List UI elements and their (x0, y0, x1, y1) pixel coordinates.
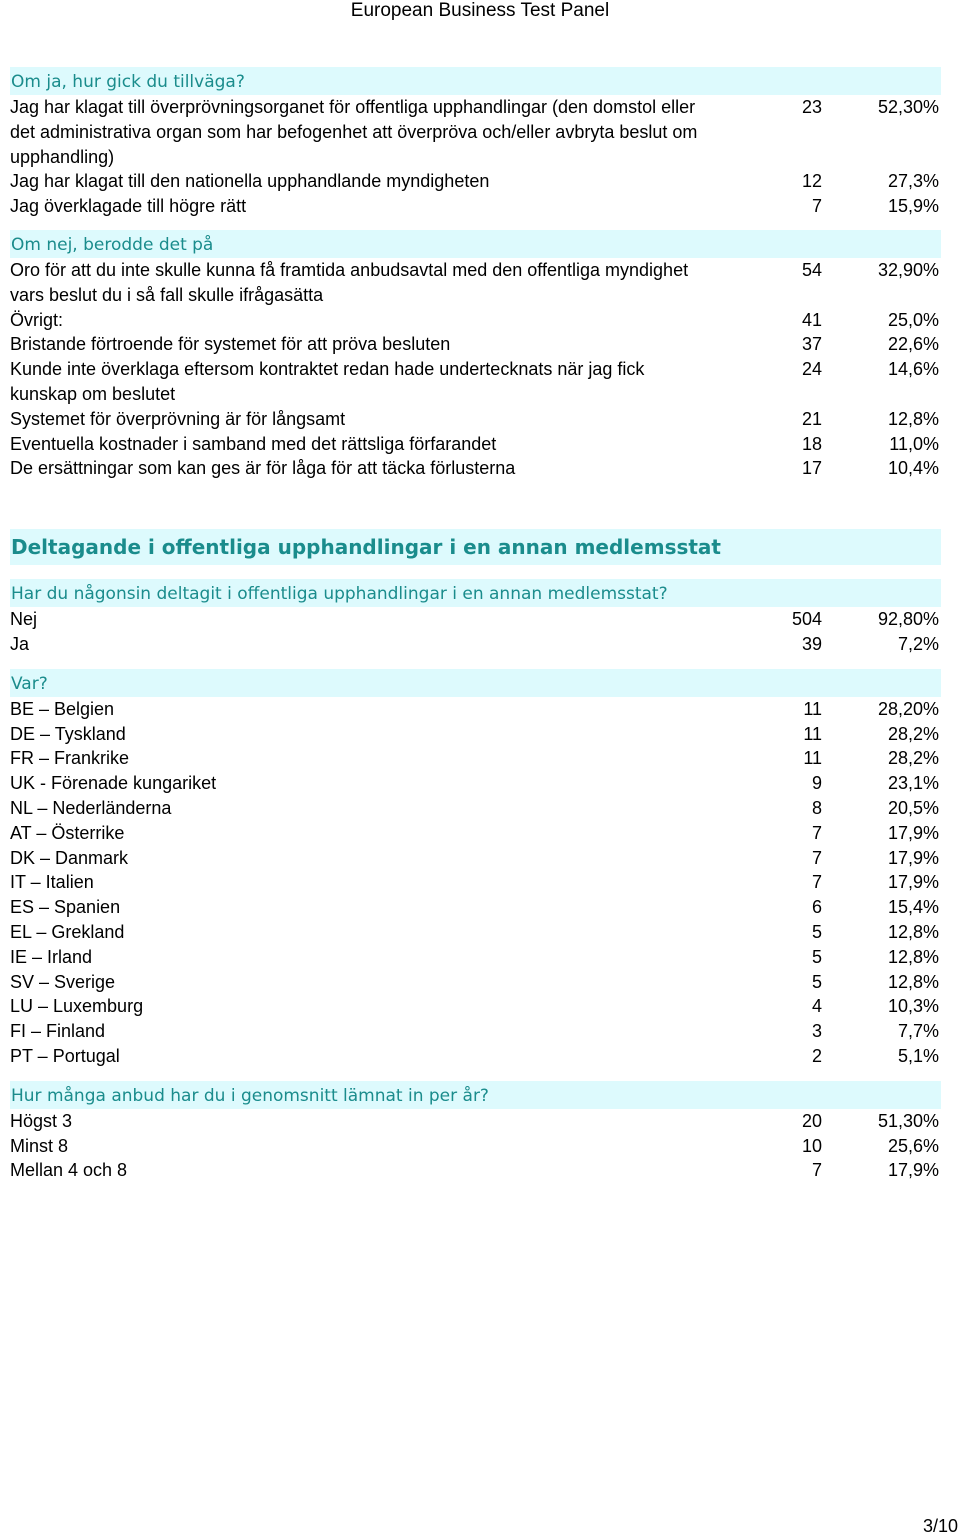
answer-label: PT – Portugal (10, 1045, 120, 1066)
answer-percentage: 17,9% (887, 872, 939, 893)
answer-percentage: 23,1% (887, 773, 939, 794)
answer-label: Oro för att du inte skulle kunna få framtida anbudsavtal med den offentliga myndighet vars beslut du i så fall skulle ifrågasätta (10, 259, 689, 305)
answer-row (10, 432, 941, 457)
answer-percentage: 7,7% (897, 1021, 939, 1042)
answer-count: 11 (803, 748, 822, 769)
answer-percentage: 25,6% (887, 1135, 939, 1156)
page-number: 3/10 (922, 1516, 958, 1536)
answer-row (10, 1109, 941, 1134)
answer-label: Minst 8 (10, 1135, 69, 1156)
answer-row (10, 746, 941, 771)
answer-count: 6 (811, 897, 822, 918)
answer-row (10, 945, 941, 970)
answer-percentage: 52,30% (877, 97, 939, 117)
answer-row (10, 308, 941, 333)
answer-count: 20 (801, 1110, 822, 1131)
answer-row (10, 332, 941, 357)
answer-percentage: 12,8% (887, 921, 939, 942)
answer-percentage: 20,5% (887, 797, 939, 818)
question-header: Har du någonsin deltagit i offentliga upphandlingar i en annan medlemsstat? (10, 579, 941, 607)
answer-percentage: 12,8% (887, 946, 939, 967)
answer-percentage: 28,2% (887, 748, 939, 769)
answer-count: 8 (811, 797, 822, 818)
answer-row (10, 407, 941, 432)
answer-percentage: 11,0% (889, 433, 939, 454)
answer-percentage: 28,2% (887, 723, 939, 744)
answer-label: UK - Förenade kungariket (10, 773, 217, 794)
answer-count: 7 (811, 847, 822, 868)
answer-row (10, 920, 941, 945)
answer-row (10, 607, 941, 632)
answer-percentage: 5,1% (897, 1045, 939, 1066)
answer-label: ES – Spanien (10, 897, 121, 918)
answer-count: 41 (801, 309, 822, 330)
answer-label: BE – Belgien (10, 698, 115, 719)
answer-percentage: 12,8% (887, 408, 939, 429)
answer-count: 5 (811, 971, 822, 992)
answer-label: EL – Grekland (10, 921, 125, 942)
answer-percentage: 22,6% (887, 334, 939, 355)
answer-row (10, 456, 941, 481)
answer-count: 23 (801, 97, 822, 117)
question-header: Var? (10, 669, 941, 697)
answer-percentage: 92,80% (877, 609, 939, 630)
answer-list (10, 258, 941, 481)
answer-label: Bristande förtroende för systemet för att pröva besluten (10, 334, 451, 355)
answer-list (10, 607, 941, 657)
answer-count: 7 (811, 822, 822, 843)
answer-label: Övrigt: (10, 309, 64, 330)
answer-row (10, 1134, 941, 1159)
answer-list (10, 95, 941, 219)
answer-row (10, 796, 941, 821)
answer-label: AT – Österrike (10, 822, 125, 843)
answer-count: 11 (803, 723, 822, 744)
answer-row (10, 95, 941, 169)
answer-percentage: 15,9% (887, 196, 939, 217)
answer-label: Nej (10, 609, 38, 630)
answer-row (10, 194, 941, 219)
answer-percentage: 17,9% (887, 1160, 939, 1181)
answer-label: Kunde inte överklaga eftersom kontraktet redan hade undertecknats när jag fick kunskap om beslutet (10, 359, 645, 404)
question-header: Om ja, hur gick du tillväga? (10, 67, 941, 95)
question-header: Hur många anbud har du i genomsnitt lämnat in per år? (10, 1081, 941, 1109)
answer-count: 5 (811, 921, 822, 942)
answer-row (10, 1019, 941, 1044)
answer-list (10, 697, 941, 1069)
answer-count: 37 (801, 334, 822, 355)
answer-label: De ersättningar som kan ges är för låga för att täcka förlusterna (10, 458, 516, 479)
answer-label: FR – Frankrike (10, 748, 130, 769)
answer-count: 21 (801, 408, 822, 429)
answer-label: IE – Irland (10, 946, 93, 967)
answer-label: DE – Tyskland (10, 723, 126, 744)
answer-count: 10 (801, 1135, 822, 1156)
answer-row (10, 1044, 941, 1069)
answer-row (10, 821, 941, 846)
answer-count: 5 (811, 946, 822, 967)
page-header-title: European Business Test Panel (350, 0, 610, 21)
answer-count: 18 (801, 433, 822, 454)
answer-label: Jag överklagade till högre rätt (10, 196, 247, 217)
answer-row (10, 970, 941, 995)
answer-count: 9 (811, 773, 822, 794)
answer-percentage: 25,0% (887, 309, 939, 330)
answer-label: DK – Danmark (10, 847, 129, 868)
answer-count: 17 (801, 458, 822, 479)
answer-count: 4 (811, 996, 822, 1017)
answer-row (10, 846, 941, 871)
answer-row (10, 870, 941, 895)
answer-row (10, 357, 941, 407)
answer-count: 12 (801, 171, 822, 192)
answer-count: 24 (801, 359, 822, 380)
answer-row (10, 632, 941, 657)
answer-label: Högst 3 (10, 1110, 73, 1131)
answer-row (10, 722, 941, 747)
answer-percentage: 32,90% (877, 259, 939, 280)
answer-count: 2 (811, 1045, 822, 1066)
answer-label: Ja (10, 633, 30, 654)
answer-count: 3 (811, 1021, 822, 1042)
survey-results (10, 67, 941, 1183)
answer-label: Eventuella kostnader i samband med det rättsliga förfarandet (10, 433, 497, 454)
answer-percentage: 28,20% (877, 698, 939, 719)
answer-count: 11 (803, 698, 822, 719)
answer-percentage: 27,3% (887, 171, 939, 192)
answer-label: SV – Sverige (10, 971, 116, 992)
answer-percentage: 17,9% (887, 822, 939, 843)
answer-count: 39 (801, 633, 822, 654)
answer-label: Jag har klagat till den nationella upphandlande myndigheten (10, 171, 490, 192)
answer-label: Jag har klagat till överprövningsorganet för offentliga upphandlingar (den domstol eller det administrativa organ som har befogenhet att överpröva och/eller avbryta beslut om upphandling) (10, 97, 698, 167)
answer-count: 7 (811, 196, 822, 217)
answer-label: NL – Nederländerna (10, 797, 172, 818)
answer-row (10, 169, 941, 194)
question-header: Om nej, berodde det på (10, 230, 941, 258)
answer-label: IT – Italien (10, 872, 94, 893)
answer-label: LU – Luxemburg (10, 996, 144, 1017)
section-title: Deltagande i offentliga upphandlingar i en annan medlemsstat (10, 529, 941, 565)
answer-row (10, 895, 941, 920)
answer-row (10, 697, 941, 722)
answer-percentage: 10,4% (887, 458, 939, 479)
answer-percentage: 10,3% (887, 996, 939, 1017)
answer-percentage: 7,2% (897, 633, 939, 654)
answer-count: 54 (801, 259, 822, 280)
answer-label: Mellan 4 och 8 (10, 1160, 128, 1181)
answer-percentage: 14,6% (887, 359, 939, 380)
answer-label: FI – Finland (10, 1021, 106, 1042)
answer-list (10, 1109, 941, 1183)
answer-percentage: 12,8% (887, 971, 939, 992)
answer-count: 504 (791, 609, 822, 630)
answer-label: Systemet för överprövning är för långsamt (10, 408, 346, 429)
answer-count: 7 (811, 1160, 822, 1181)
answer-row (10, 258, 941, 308)
answer-row (10, 1158, 941, 1183)
answer-percentage: 51,30% (877, 1110, 939, 1131)
answer-count: 7 (811, 872, 822, 893)
answer-percentage: 17,9% (887, 847, 939, 868)
answer-percentage: 15,4% (887, 897, 939, 918)
answer-row (10, 994, 941, 1019)
answer-row (10, 771, 941, 796)
